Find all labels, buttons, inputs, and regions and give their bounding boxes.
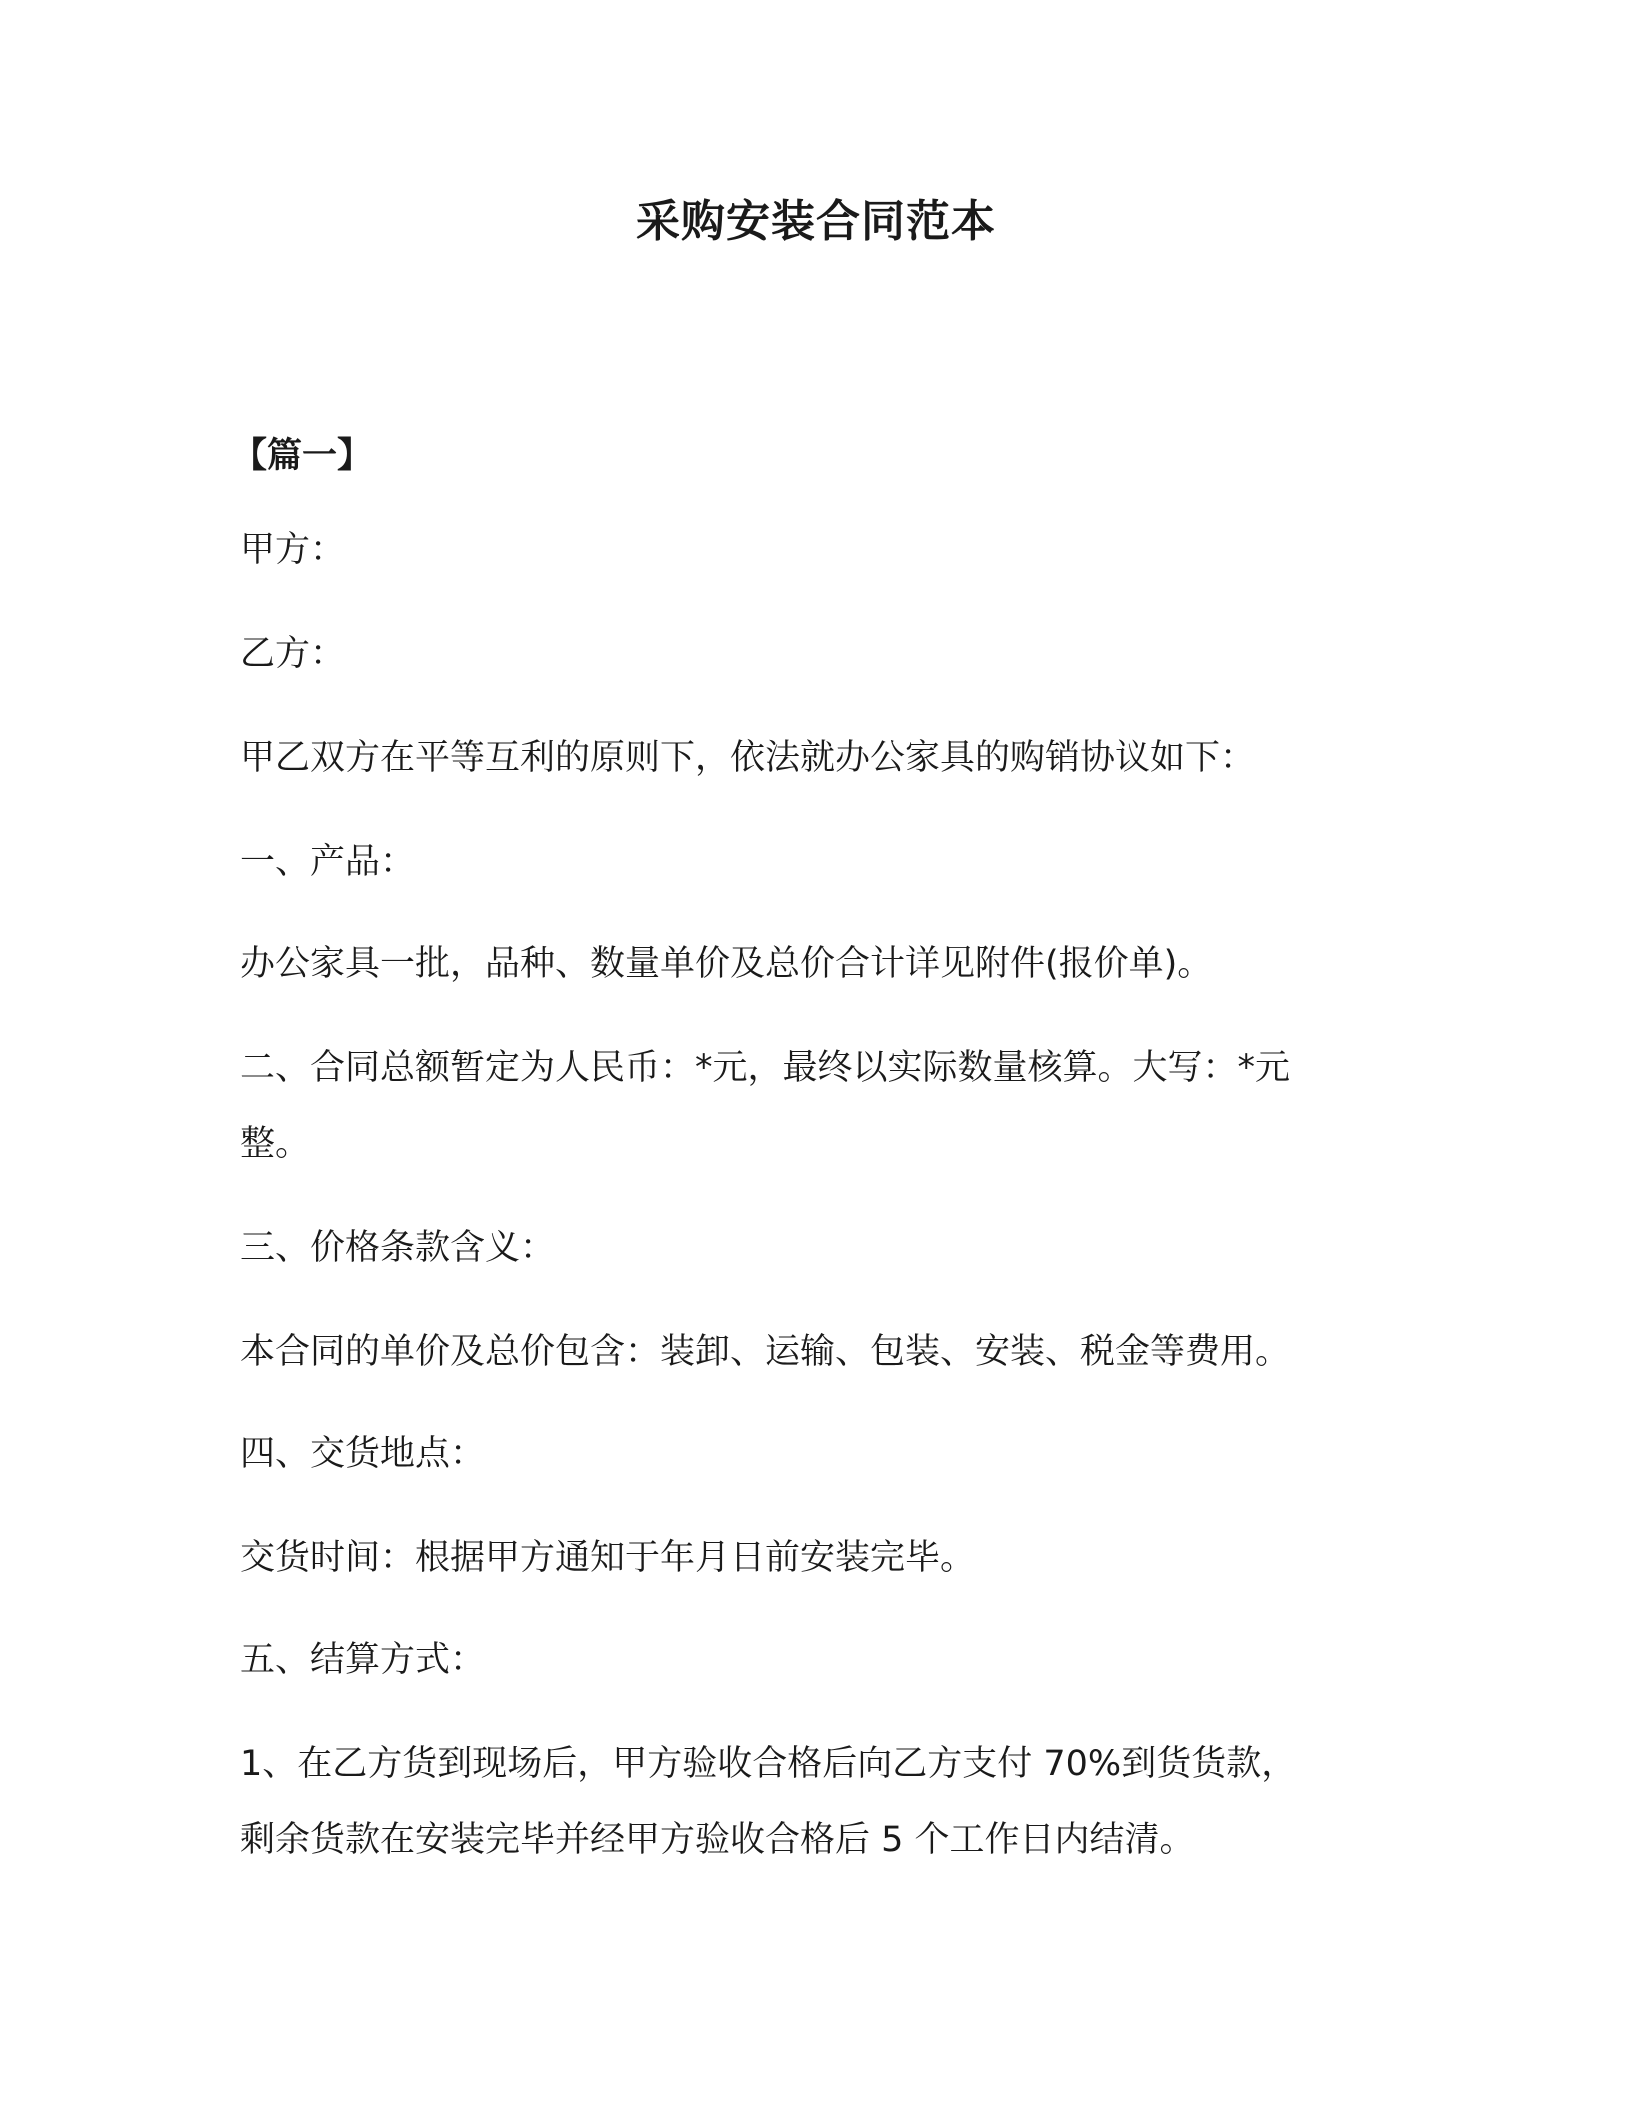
document-title: 采购安装合同范本 bbox=[636, 196, 996, 247]
clause-1-text: 办公家具一批，品种、数量单价及总价合计详见附件(报价单)。 bbox=[240, 944, 1213, 984]
clause-2-line-1: 二、合同总额暂定为人民币：*元，最终以实际数量核算。大写：*元 bbox=[240, 1048, 1291, 1088]
clause-2-line-2: 整。 bbox=[240, 1124, 311, 1164]
clause-3-text: 本合同的单价及总价包含：装卸、运输、包装、安装、税金等费用。 bbox=[240, 1332, 1291, 1372]
clause-4-heading: 四、交货地点： bbox=[240, 1434, 486, 1474]
section-label: 【篇一】 bbox=[232, 436, 373, 476]
clause-5-heading: 五、结算方式： bbox=[240, 1640, 486, 1680]
intro-paragraph: 甲乙双方在平等互利的原则下，依法就办公家具的购销协议如下： bbox=[240, 738, 1256, 778]
party-b-line: 乙方： bbox=[240, 634, 346, 674]
clause-3-heading: 三、价格条款含义： bbox=[240, 1228, 556, 1268]
clause-1-heading: 一、产品： bbox=[240, 842, 416, 882]
party-a-line: 甲方： bbox=[240, 530, 346, 570]
clause-4-text: 交货时间：根据甲方通知于年月日前安装完毕。 bbox=[240, 1538, 976, 1578]
clause-5-item-1-line-2: 剩余货款在安装完毕并经甲方验收合格后 5 个工作日内结清。 bbox=[240, 1820, 1195, 1860]
clause-5-item-1-line-1: 1、在乙方货到现场后，甲方验收合格后向乙方支付 70%到货货款， bbox=[240, 1744, 1297, 1784]
